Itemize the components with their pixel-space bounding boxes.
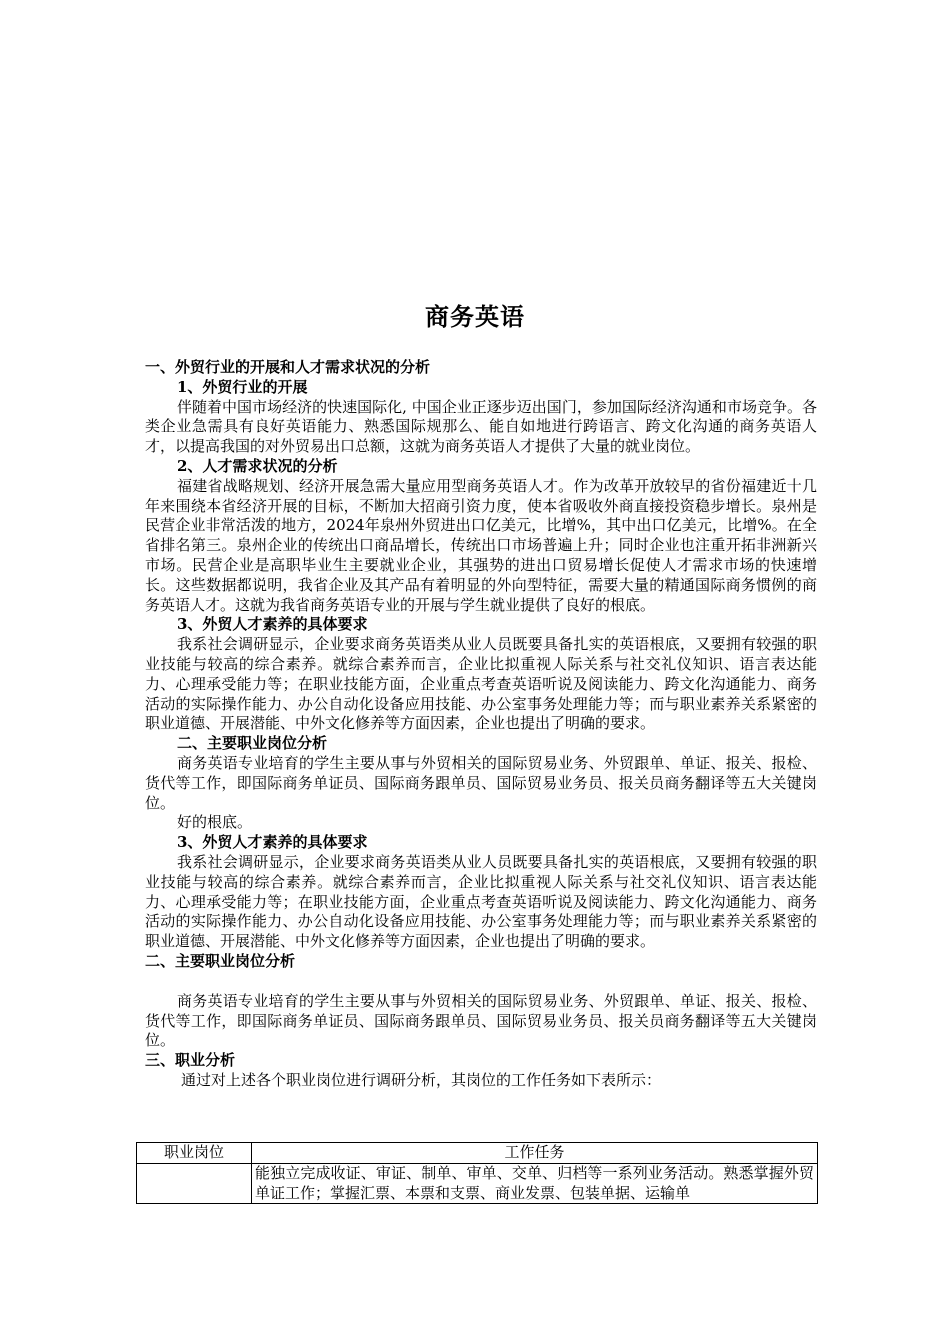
document-body <box>145 358 817 1091</box>
subsection-heading: 3、外贸人才素养的具体要求 <box>177 833 368 852</box>
body-paragraph: 伴随着中国市场经济的快速国际化, 中国企业正逐步迈出国门，参加国际经济沟通和市场竞争。各类企业急需具有良好英语能力、熟悉国际规那么、能自如地进行跨语言、跨文化沟通的商务英语人才，以提高我国的对外贸易出口总额，这就为商务英语人才提供了大量的就业岗位。 <box>145 397 817 456</box>
table-header-tasks: 工作任务 <box>252 1143 818 1164</box>
body-paragraph: 商务英语专业培育的学生主要从事与外贸相关的国际贸易业务、外贸跟单、单证、报关、报检、货代等工作，即国际商务单证员、国际商务跟单员、国际贸易业务员、报关员商务翻译等五大关键岗位。 <box>145 753 817 812</box>
table-cell-tasks: 能独立完成收证、审证、制单、审单、交单、归档等一系列业务活动。熟悉掌握外贸单证工作；掌握汇票、本票和支票、商业发票、包装单据、运输单 <box>252 1163 818 1204</box>
section-heading: 三、职业分析 <box>145 1051 236 1070</box>
blank-line <box>145 972 817 992</box>
table-cell-position <box>137 1163 252 1204</box>
section-heading: 一、外贸行业的开展和人才需求状况的分析 <box>145 358 431 376</box>
body-paragraph: 我系社会调研显示，企业要求商务英语类从业人员既要具备扎实的英语根底，又要拥有较强的职业技能与较高的综合素养。就综合素养而言，企业比拟重视人际关系与社交礼仪知识、语言表达能力、心理承受能力等；在职业技能方面，企业重点考查英语听说及阅读能力、跨文化沟通能力、商务活动的实际操作能力、办公自动化设备应用技能、办公室事务处理能力等；而与职业素养关系紧密的职业道德、开展潜能、中外文化修养等方面因素，企业也提出了明确的要求。 <box>145 852 817 951</box>
table-header-row <box>137 1143 818 1164</box>
body-paragraph: 好的根底。 <box>177 813 253 832</box>
body-paragraph: 我系社会调研显示，企业要求商务英语类从业人员既要具备扎实的英语根底，又要拥有较强的职业技能与较高的综合素养。就综合素养而言，企业比拟重视人际关系与社交礼仪知识、语言表达能力、心理承受能力等；在职业技能方面，企业重点考查英语听说及阅读能力、跨文化沟通能力、商务活动的实际操作能力、办公自动化设备应用技能、办公室事务处理能力等；而与职业素养关系紧密的职业道德、开展潜能、中外文化修养等方面因素，企业也提出了明确的要求。 <box>145 635 817 733</box>
subsection-heading: 二、主要职业岗位分析 <box>177 734 328 753</box>
subsection-heading: 2、人才需求状况的分析 <box>177 456 338 475</box>
body-paragraph: 福建省战略规划、经济开展急需大量应用型商务英语人才。作为改革开放较早的省份福建近十几年来围绕本省经济开展的目标，不断加大招商引资力度，使本省吸收外商直接投资稳步增长。泉州是民营企业非常活泼的地方，2024年泉州外贸进出口亿美元，比增%，其中出口亿美元，比增%。在全省排名第三。泉州企业的传统出口商品增长，传统出口市场普遍上升；同时企业也注重开拓非洲新兴市场。民营企业是高职毕业生主要就业企业，其强势的进出口贸易增长促使人才需求市场的快速增长。这些数据都说明，我省企业及其产品有着明显的外向型特征，需要大量的精通国际商务惯例的商务英语人才。这就为我省商务英语专业的开展与学生就业提供了良好的根底。 <box>145 476 817 614</box>
subsection-heading: 3、外贸人才素养的具体要求 <box>177 615 368 634</box>
body-paragraph: 商务英语专业培育的学生主要从事与外贸相关的国际贸易业务、外贸跟单、单证、报关、报检、货代等工作，即国际商务单证员、国际商务跟单员、国际贸易业务员、报关员商务翻译等五大关键岗位。 <box>145 991 817 1050</box>
subsection-heading: 1、外贸行业的开展 <box>177 377 308 396</box>
section-heading: 二、主要职业岗位分析 <box>145 951 296 970</box>
table-header-position: 职业岗位 <box>137 1143 252 1164</box>
table-row <box>137 1163 818 1204</box>
document-title: 商务英语 <box>425 302 525 331</box>
job-task-table <box>136 1142 818 1204</box>
table-intro: 通过对上述各个职业岗位进行调研分析，其岗位的工作任务如下表所示： <box>181 1070 662 1089</box>
